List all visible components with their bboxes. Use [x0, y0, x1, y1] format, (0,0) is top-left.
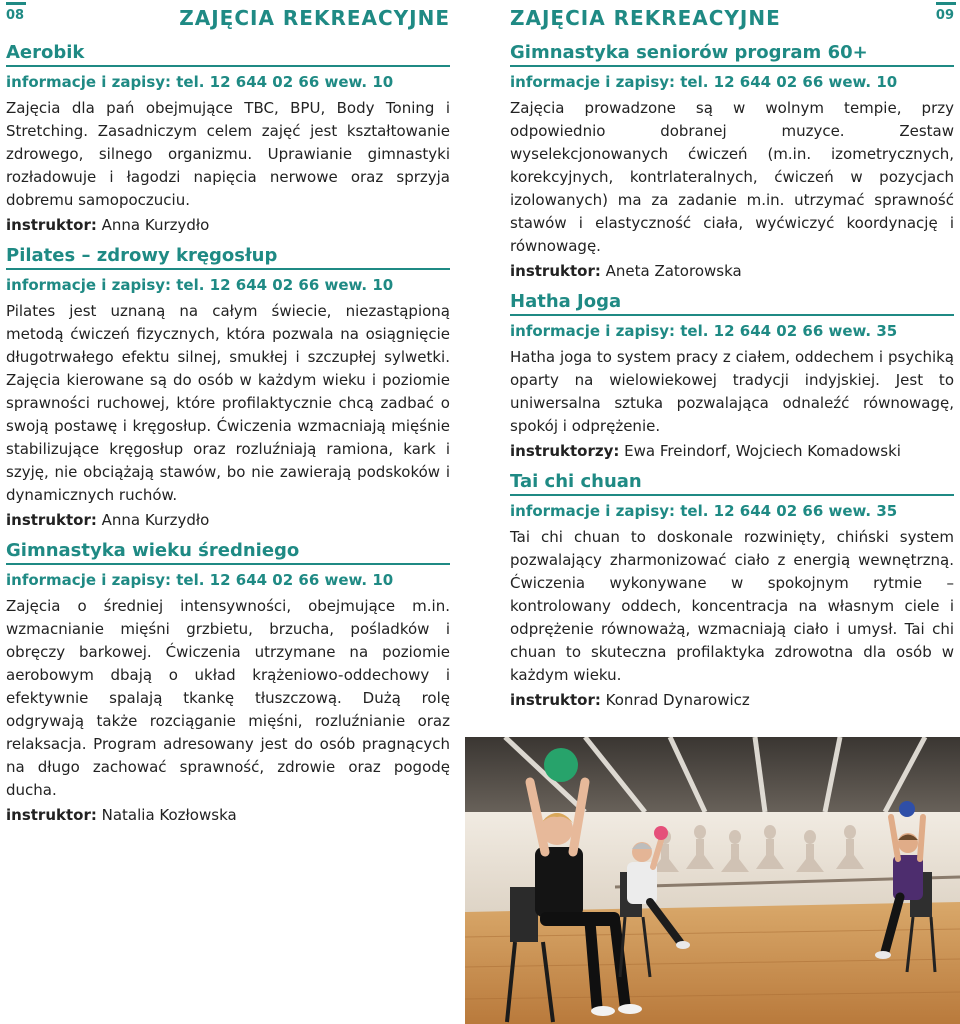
page-number: 08	[6, 8, 25, 23]
instructor-line	[510, 260, 954, 283]
contact-info: informacje i zapisy: tel. 12 644 02 66 wew. 35	[510, 322, 898, 340]
section-gimnastyka-seniorow	[510, 42, 954, 283]
section-body: Zajęcia prowadzone są w wolnym tempie, przy odpowiednio dobranej muzyce. Zestaw wyselekcjonowanych ćwiczeń (m.in. izometrycznych, korekcyjnych, kontrlateralnych, ćwiczeń w pozycjach izolowanych) ma za zadanie m.in. utrzymać sprawność stawów i elastyczność ciała, wyćwiczyć koordynację i równowagę.	[510, 99, 954, 255]
section-hatha-joga	[510, 291, 954, 463]
instructor-name: Natalia Kozłowska	[101, 806, 237, 824]
section-title: Gimnastyka wieku średniego	[6, 540, 450, 565]
contact-info: informacje i zapisy: tel. 12 644 02 66 wew. 10	[6, 73, 394, 91]
section-pilates	[6, 245, 450, 532]
section-body: Hatha joga to system pracy z ciałem, oddechem i psychiką oparty na wielowiekowej tradycji indyjskiej. Jest to uniwersalna sztuka pozwalająca odnaleźć równowagę, spokój i odprężenie.	[510, 348, 954, 435]
instructor-name: Anna Kurzydło	[101, 511, 210, 529]
instructor-label: instruktor:	[6, 511, 97, 529]
instructor-label: instruktorzy:	[510, 442, 620, 460]
section-title: Aerobik	[6, 42, 450, 67]
instructor-name: Konrad Dynarowicz	[605, 691, 750, 709]
instructor-line	[6, 214, 450, 237]
section-aerobik	[6, 42, 450, 237]
studio-illustration	[465, 737, 960, 1024]
section-title: Tai chi chuan	[510, 471, 954, 496]
section-title: Gimnastyka seniorów program 60+	[510, 42, 954, 67]
instructor-line	[6, 804, 450, 827]
instructor-name: Anna Kurzydło	[101, 216, 210, 234]
instructor-label: instruktor:	[6, 806, 97, 824]
page-header	[6, 0, 450, 34]
header-title: ZAJĘCIA REKREACYJNE	[179, 6, 450, 30]
section-body: Tai chi chuan to doskonale rozwinięty, chiński system pozwalający zharmonizować ciało z energią wewnętrzną. Ćwiczenia wykonywane w spokojnym rytmie – kontrolowany oddech, koncentracja na własnym ciele i odprężenie równoważą, wzmacniają ciało i umysł. Tai chi chuan to skuteczna profilaktyka zdrowotna dla osób w każdym wieku.	[510, 528, 954, 684]
instructor-line	[510, 440, 954, 463]
section-title: Pilates – zdrowy kręgosłup	[6, 245, 450, 270]
contact-info: informacje i zapisy: tel. 12 644 02 66 wew. 10	[6, 571, 394, 589]
header-title: ZAJĘCIA REKREACYJNE	[510, 6, 781, 30]
class-photo	[465, 737, 960, 1024]
section-tai-chi-chuan	[510, 471, 954, 712]
instructor-name: Ewa Freindorf, Wojciech Komadowski	[624, 442, 901, 460]
contact-info: informacje i zapisy: tel. 12 644 02 66 wew. 35	[510, 502, 898, 520]
instructor-line	[6, 509, 450, 532]
contact-info: informacje i zapisy: tel. 12 644 02 66 wew. 10	[6, 276, 394, 294]
section-body: Pilates jest uznaną na całym świecie, niezastąpioną metodą ćwiczeń fizycznych, która pozwala na osiągnięcie długotrwałego efektu silnej, smukłej i szczupłej sylwetki. Zajęcia kierowane są do osób w każdym wieku i poziomie sprawności ruchowej, które profilaktycznie chcą zadbać o swoją postawę i kręgosłup. Ćwiczenia wzmacniają mięśnie stabilizujące kręgosłup oraz rozluźniają ramiona, kark i szyję, nie obciążają stawów, bo nie zawierają podskoków i dynamicznych ruchów.	[6, 302, 450, 504]
instructor-label: instruktor:	[510, 262, 601, 280]
instructor-label: instruktor:	[510, 691, 601, 709]
page-header	[510, 0, 954, 34]
instructor-name: Aneta Zatorowska	[605, 262, 742, 280]
page-number: 09	[935, 8, 954, 23]
instructor-line	[510, 689, 954, 712]
section-gimnastyka-wieku-sredniego	[6, 540, 450, 827]
section-title: Hatha Joga	[510, 291, 954, 316]
section-body: Zajęcia dla pań obejmujące TBC, BPU, Body Toning i Stretching. Zasadniczym celem zajęć jest kształtowanie zdrowego, silnego organizmu. Uprawianie gimnastyki rozładowuje i łagodzi napięcia nerwowe oraz sprzyja dobremu samopoczuciu.	[6, 99, 450, 209]
instructor-label: instruktor:	[6, 216, 97, 234]
section-body: Zajęcia o średniej intensywności, obejmujące m.in. wzmacnianie mięśni grzbietu, brzucha, pośladków i obręczy barkowej. Ćwiczenia utrzymane na poziomie aerobowym dbają o układ krążeniowo-oddechowy i efektywnie spalają tkankę tłuszczową. Dużą rolę odgrywają także rozciąganie mięśni, rozluźnianie oraz relaksacja. Program adresowany jest do osób pragnących na długo zachować sprawność, zdrowie oraz pogodę ducha.	[6, 597, 450, 799]
contact-info: informacje i zapisy: tel. 12 644 02 66 wew. 10	[510, 73, 898, 91]
